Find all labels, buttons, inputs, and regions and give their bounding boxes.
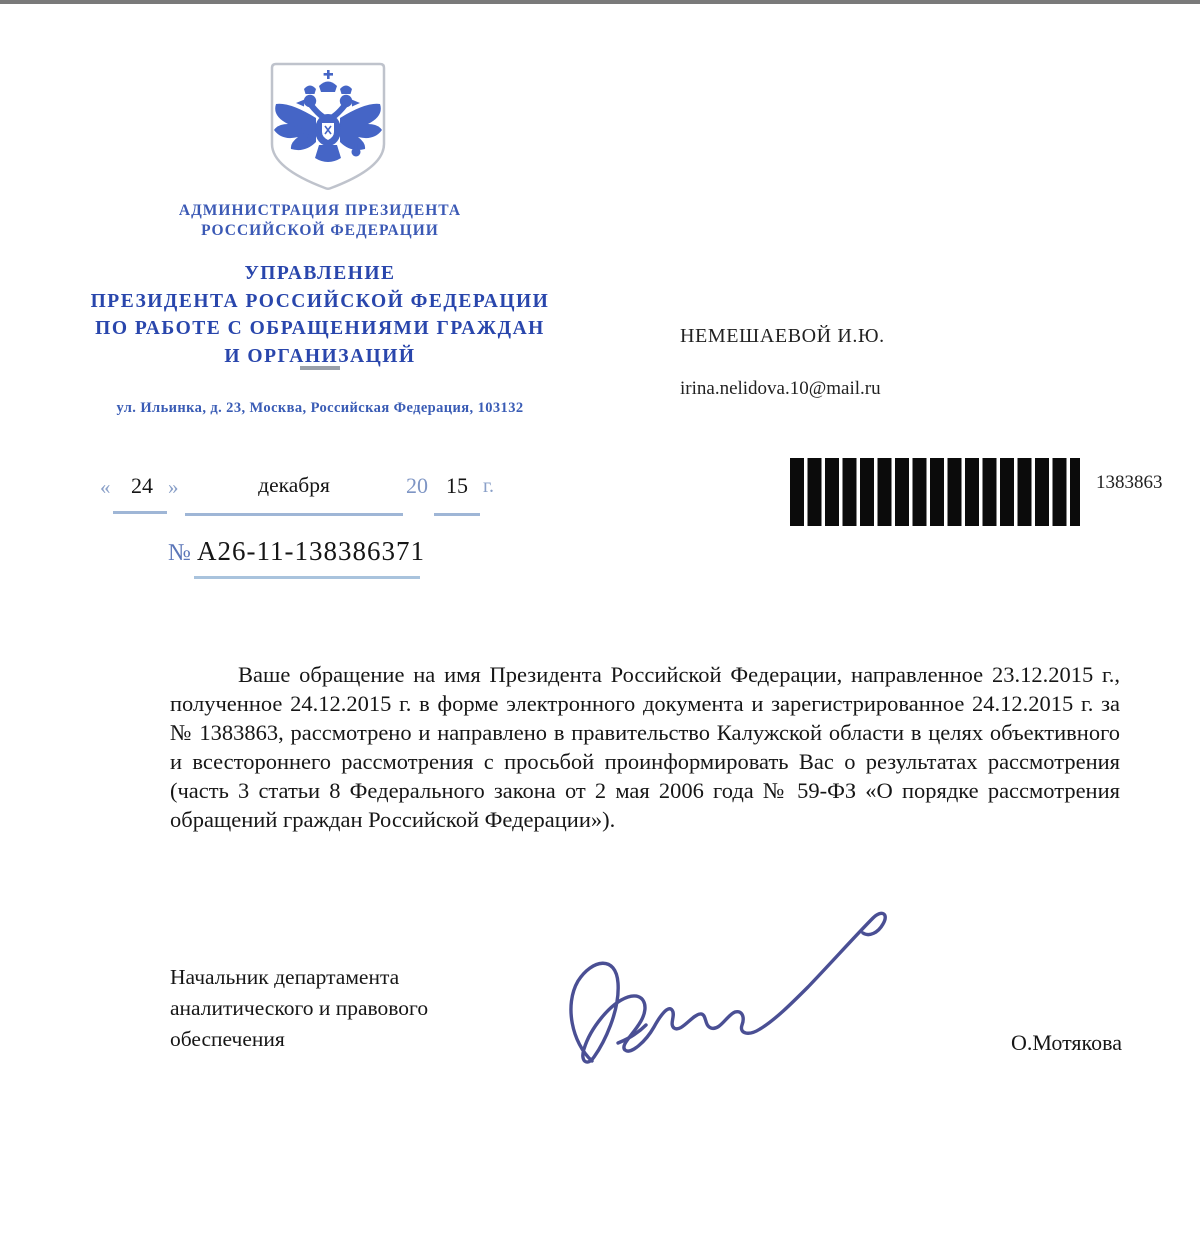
coat-of-arms-icon	[256, 56, 400, 200]
reference-number: А26-11-138386371	[197, 536, 425, 566]
open-quote-mark: «	[100, 475, 111, 499]
date-day: 24	[131, 473, 153, 498]
letterhead-divider	[300, 366, 340, 370]
day-underline	[113, 511, 167, 514]
letterhead-org-line1: АДМИНИСТРАЦИЯ ПРЕЗИДЕНТА	[178, 202, 462, 219]
letterhead-dept	[60, 260, 580, 370]
signer-name: О.Мотякова	[1011, 1030, 1122, 1055]
signer-title-line1: Начальник департамента	[170, 965, 400, 989]
signer-title	[170, 962, 428, 1055]
letterhead-org	[60, 201, 580, 241]
date-month: декабря	[258, 473, 330, 497]
scan-edge-bar	[0, 0, 1200, 4]
number-sign: №	[168, 540, 191, 566]
letterhead-org-line2: РОССИЙСКОЙ ФЕДЕРАЦИИ	[201, 222, 439, 239]
date-century: 20	[406, 473, 428, 498]
month-underline	[185, 513, 403, 516]
date-suffix: г.	[483, 475, 494, 497]
recipient-email: irina.nelidova.10@mail.ru	[680, 378, 881, 399]
signer-title-line3: обеспечения	[170, 1027, 285, 1051]
date-year: 15	[446, 473, 468, 498]
letterhead-dept-line2: ПРЕЗИДЕНТА РОССИЙСКОЙ ФЕДЕРАЦИИ	[90, 290, 550, 312]
barcode-number: 1383863	[1096, 472, 1163, 493]
letterhead-dept-line4: И ОРГАНИЗАЦИЙ	[224, 345, 416, 367]
reference-line	[0, 536, 1200, 580]
signer-title-line2: аналитического и правового	[170, 996, 429, 1020]
handwritten-signature-icon	[558, 893, 906, 1081]
reference-underline	[194, 576, 420, 579]
year-underline	[434, 513, 480, 516]
letterhead-address: ул. Ильинка, д. 23, Москва, Российская Федерация, 103132	[116, 400, 524, 416]
close-quote-mark: »	[168, 475, 179, 499]
letterhead-dept-line1: УПРАВЛЕНИЕ	[244, 263, 396, 284]
body-paragraph: Ваше обращение на имя Президента Российской Федерации, направленное 23.12.2015 г., полученное 24.12.2015 г. в форме электронного документа и зарегистрированное 24.12.2015 г. за № 1383863, рассмотрено и направлено в правительство Калужской области в целях объективного и всестороннего рассмотрения с просьбой проинформировать Вас о результатах рассмотрения (часть 3 статьи 8 Федерального закона от 2 мая 2006 года № 59-ФЗ «О порядке рассмотрения обращений граждан Российской Федерации»).	[170, 662, 1120, 832]
recipient-name: НЕМЕШАЕВОЙ И.Ю.	[680, 325, 885, 347]
letterhead-dept-line3: ПО РАБОТЕ С ОБРАЩЕНИЯМИ ГРАЖДАН	[95, 318, 545, 339]
barcode	[790, 458, 1080, 526]
